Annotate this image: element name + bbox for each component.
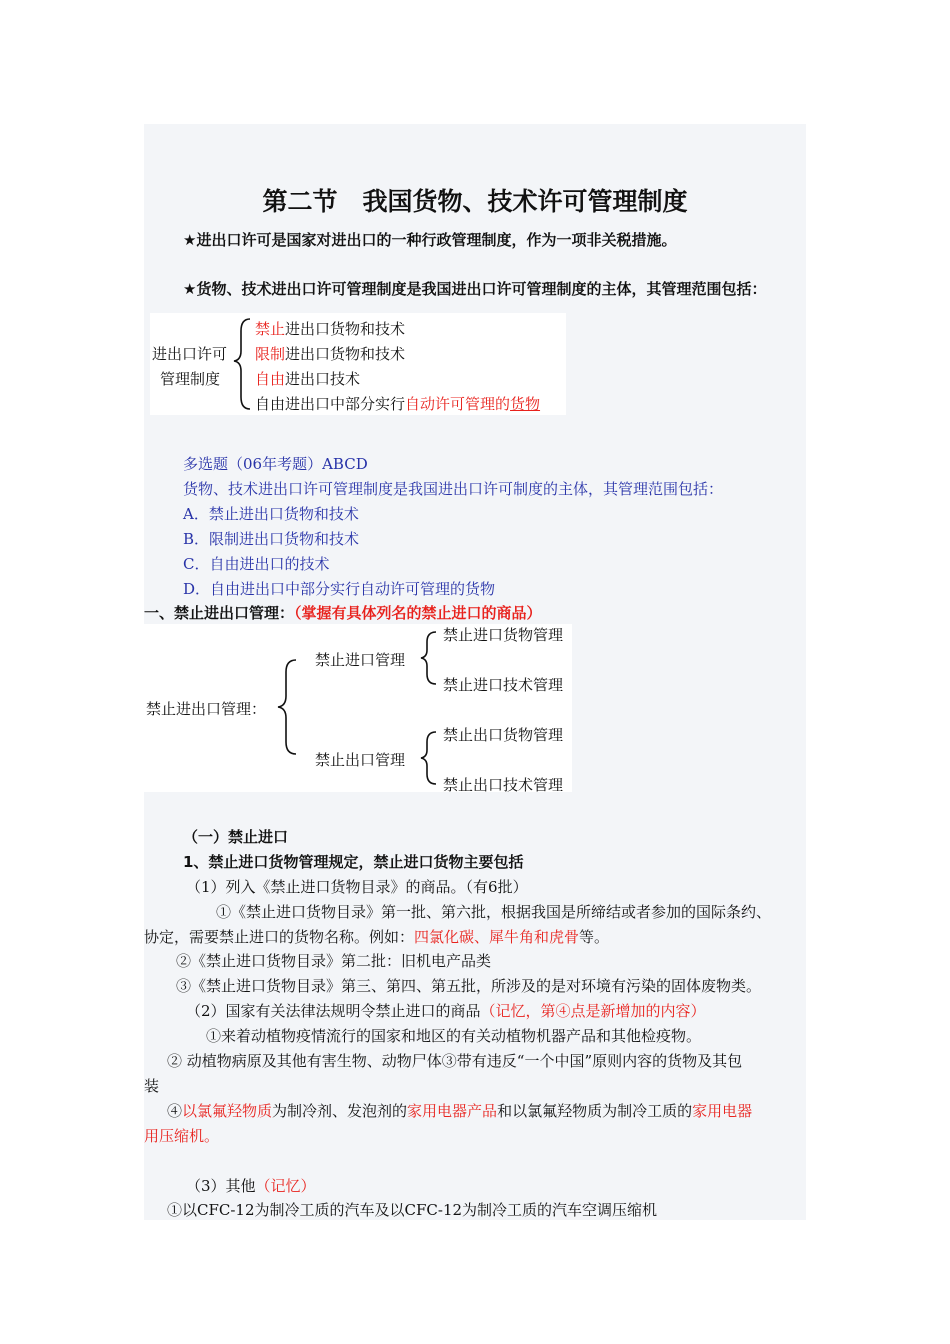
item-2d-line1: ④以氯氟羟物质为制冷剂、发泡剂的家用电器产品和以氯氟羟物质为制冷工质的家用电器 bbox=[167, 1102, 753, 1120]
scope-diagram bbox=[150, 313, 566, 415]
item-3a: ①以CFC-12为制冷工质的汽车及以CFC-12为制冷工质的汽车空调压缩机 bbox=[167, 1201, 658, 1219]
question-option-c: C．自由进出口的技术 bbox=[183, 555, 330, 573]
diagram1-root-line2: 管理制度 bbox=[160, 370, 221, 388]
diagram1-branch-3: 自由进出口技术 bbox=[255, 370, 361, 388]
star-note-2: ★货物、技术进出口许可管理制度是我国进出口许可管理制度的主体，其管理范围包括： bbox=[183, 280, 767, 298]
section-heading: 一、禁止进出口管理：（掌握有具体列名的禁止进口的商品） bbox=[144, 604, 542, 622]
question-stem: 货物、技术进出口许可管理制度是我国进出口许可制度的主体，其管理范围包括： bbox=[183, 480, 724, 498]
diagram2-mid-import: 禁止进口管理 bbox=[315, 651, 406, 669]
diagram1-branch-1: 禁止进出口货物和技术 bbox=[255, 320, 406, 338]
item-1a-line2: 协定，需要禁止进口的货物名称。例如：四氯化碳、犀牛角和虎骨等。 bbox=[144, 928, 610, 946]
star-note-1: ★进出口许可是国家对进出口的一种行政管理制度，作为一项非关税措施。 bbox=[183, 231, 677, 249]
item-1b: ②《禁止进口货物目录》第二批：旧机电产品类 bbox=[176, 952, 492, 970]
question-header: 多选题（06年考题）ABCD bbox=[183, 455, 368, 473]
question-option-a: A．禁止进出口货物和技术 bbox=[183, 505, 359, 523]
item-1c: ③《禁止进口货物目录》第三、第四、第五批，所涉及的是对环境有污染的固体废物类。 bbox=[176, 977, 762, 995]
question-option-b: B．限制进出口货物和技术 bbox=[183, 530, 360, 548]
item-2d-line2: 用压缩机。 bbox=[144, 1127, 220, 1145]
page-title: 第二节 我国货物、技术许可管理制度 bbox=[262, 187, 688, 216]
diagram2-leaf-3: 禁止出口货物管理 bbox=[443, 726, 564, 744]
item-3: （3）其他（记忆） bbox=[186, 1177, 316, 1195]
item-1a-line1: ①《禁止进口货物目录》第一批、第六批，根据我国是所缔结或者参加的国际条约、 bbox=[216, 903, 772, 921]
prohibition-diagram bbox=[144, 624, 572, 792]
item-2a: ①来着动植物疫情流行的国家和地区的有关动植物机器产品和其他检疫物。 bbox=[206, 1027, 702, 1045]
question-option-d: D．自由进出口中部分实行自动许可管理的货物 bbox=[183, 580, 496, 598]
diagram1-root-line1: 进出口许可 bbox=[152, 345, 228, 363]
diagram1-branch-4: 自由进出口中部分实行自动许可管理的货物 bbox=[255, 395, 541, 413]
diagram2-root: 禁止进出口管理： bbox=[146, 700, 267, 718]
item-2b-line1: ② 动植物病原及其他有害生物、动物尸体③带有违反“一个中国”原则内容的货物及其包 bbox=[167, 1052, 743, 1070]
diagram2-leaf-4: 禁止出口技术管理 bbox=[443, 776, 564, 794]
subsection-heading: （一）禁止进口 bbox=[183, 828, 289, 846]
item-1: （1）列入《禁止进口货物目录》的商品。（有6批） bbox=[186, 878, 528, 896]
item-2b-line2: 装 bbox=[144, 1077, 160, 1095]
diagram2-mid-export: 禁止出口管理 bbox=[315, 751, 406, 769]
subsection-point-1: 1、禁止进口货物管理规定，禁止进口货物主要包括 bbox=[183, 853, 524, 871]
diagram1-branch-2: 限制进出口货物和技术 bbox=[255, 345, 406, 363]
item-2: （2）国家有关法律法规明令禁止进口的商品（记忆，第④点是新增加的内容） bbox=[186, 1002, 706, 1020]
diagram2-leaf-1: 禁止进口货物管理 bbox=[443, 626, 564, 644]
diagram2-leaf-2: 禁止进口技术管理 bbox=[443, 676, 564, 694]
